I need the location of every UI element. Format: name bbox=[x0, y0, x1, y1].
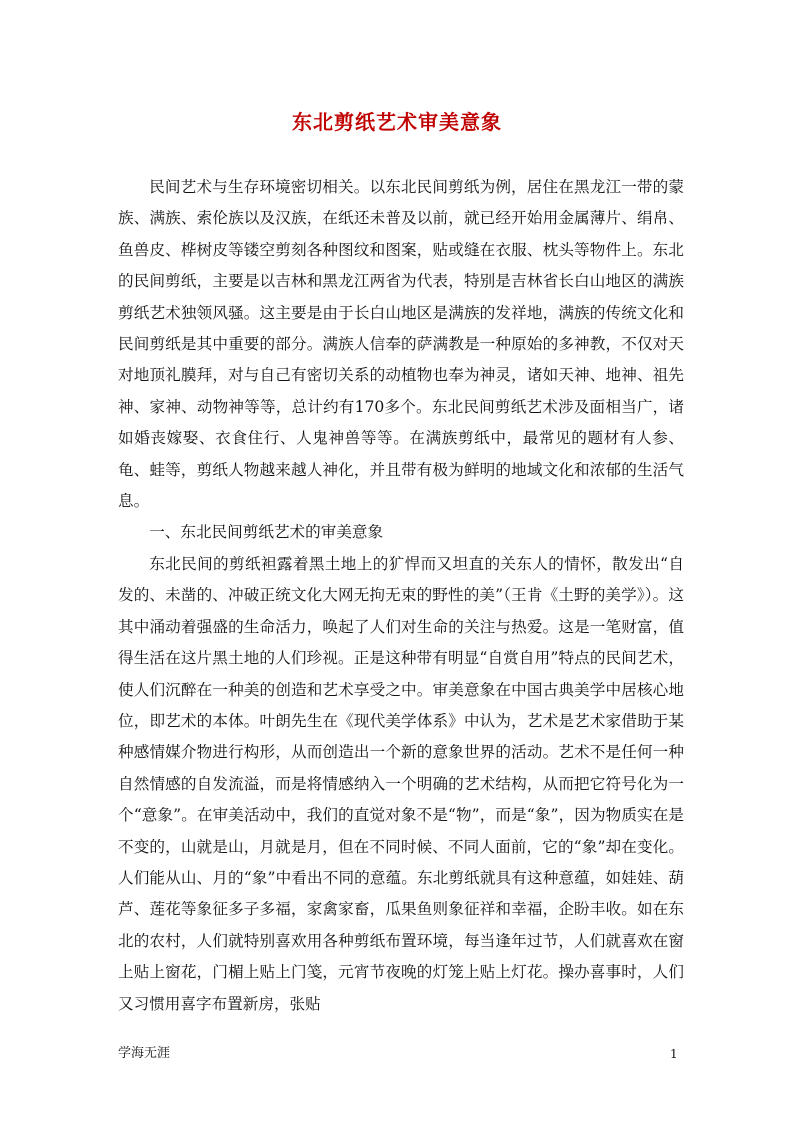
section-heading: 一、东北民间剪纸艺术的审美意象 bbox=[149, 523, 384, 542]
footer-text: 学海无涯 bbox=[118, 1046, 171, 1061]
page-number: 1 bbox=[670, 1047, 678, 1061]
document-title: 东北剪纸艺术审美意象 bbox=[292, 110, 502, 134]
paragraph-aesthetic: 东北民间的剪纸袒露着黑土地上的犷悍而又坦直的关东人的情怀，散发出“自发的、未凿的、冲破正统文化大网无拘无束的野性的美”（王肯《土野的美学》）。这其中涌动着强盛的生命活力，唤起了人们对生命的关注与热爱。这是一笔财富，值得生活在这片黑土地的人们珍视。正是这种带有明显“自赏自用”特点的民间艺术，使人们沉醉在一种美的创造和艺术享受之中。审美意象在中国古典美学中居核心地位，即艺术的本体。叶朗先生在《现代美学体系》中认为，艺术是艺术家借助于某种感情媒介物进行构形，从而创造出一个新的意象世界的活动。艺术不是任何一种自然情感的自发流溢，而是将情感纳入一个明确的艺术结构，从而把它符号化为一个“意象”。在审美活动中，我们的直觉对象不是“物”，而是“象”，因为物质实在是不变的，山就是山，月就是月，但在不同时候、不同人面前，它的“象”却在变化。人们能从山、月的“象”中看出不同的意蕴。东北剪纸就具有这种意蕴，如娃娃、葫芦、莲花等象征多子多福，家禽家畜，瓜果鱼则象征祥和幸福，企盼丰收。如在东北的农村，人们就特别喜欢用各种剪纸布置环境，每当逢年过节，人们就喜欢在窗上贴上窗花，门楣上贴上门笺，元宵节夜晚的灯笼上贴上灯花。操办喜事时，人们又习惯用喜字布置新房，张贴 bbox=[118, 554, 684, 1013]
paragraph-intro: 民间艺术与生存环境密切相关。以东北民间剪纸为例，居住在黑龙江一带的蒙族、满族、索伦族以及汉族，在纸还未普及以前，就已经开始用金属薄片、绢帛、鱼兽皮、桦树皮等镂空剪刻各种图纹和图案，贴或缝在衣服、枕头等物件上。东北的民间剪纸，主要是以吉林和黑龙江两省为代表，特别是吉林省长白山地区的满族剪纸艺术独领风骚。这主要是由于长白山地区是满族的发祥地，满族的传统文化和民间剪纸是其中重要的部分。满族人信奉的萨满教是一种原始的多神教，不仅对天对地顶礼膜拜，对与自己有密切关系的动植物也奉为神灵，诸如天神、地神、祖先神、家神、动物神等等，总计约有170多个。东北民间剪纸艺术涉及面相当广，诸如婚丧嫁娶、衣食住行、人鬼神兽等等。在满族剪纸中，最常见的题材有人参、龟、蛙等，剪纸人物越来越人神化，并且带有极为鲜明的地域文化和浓郁的生活气息。 bbox=[118, 178, 684, 511]
document-body bbox=[118, 172, 684, 1020]
